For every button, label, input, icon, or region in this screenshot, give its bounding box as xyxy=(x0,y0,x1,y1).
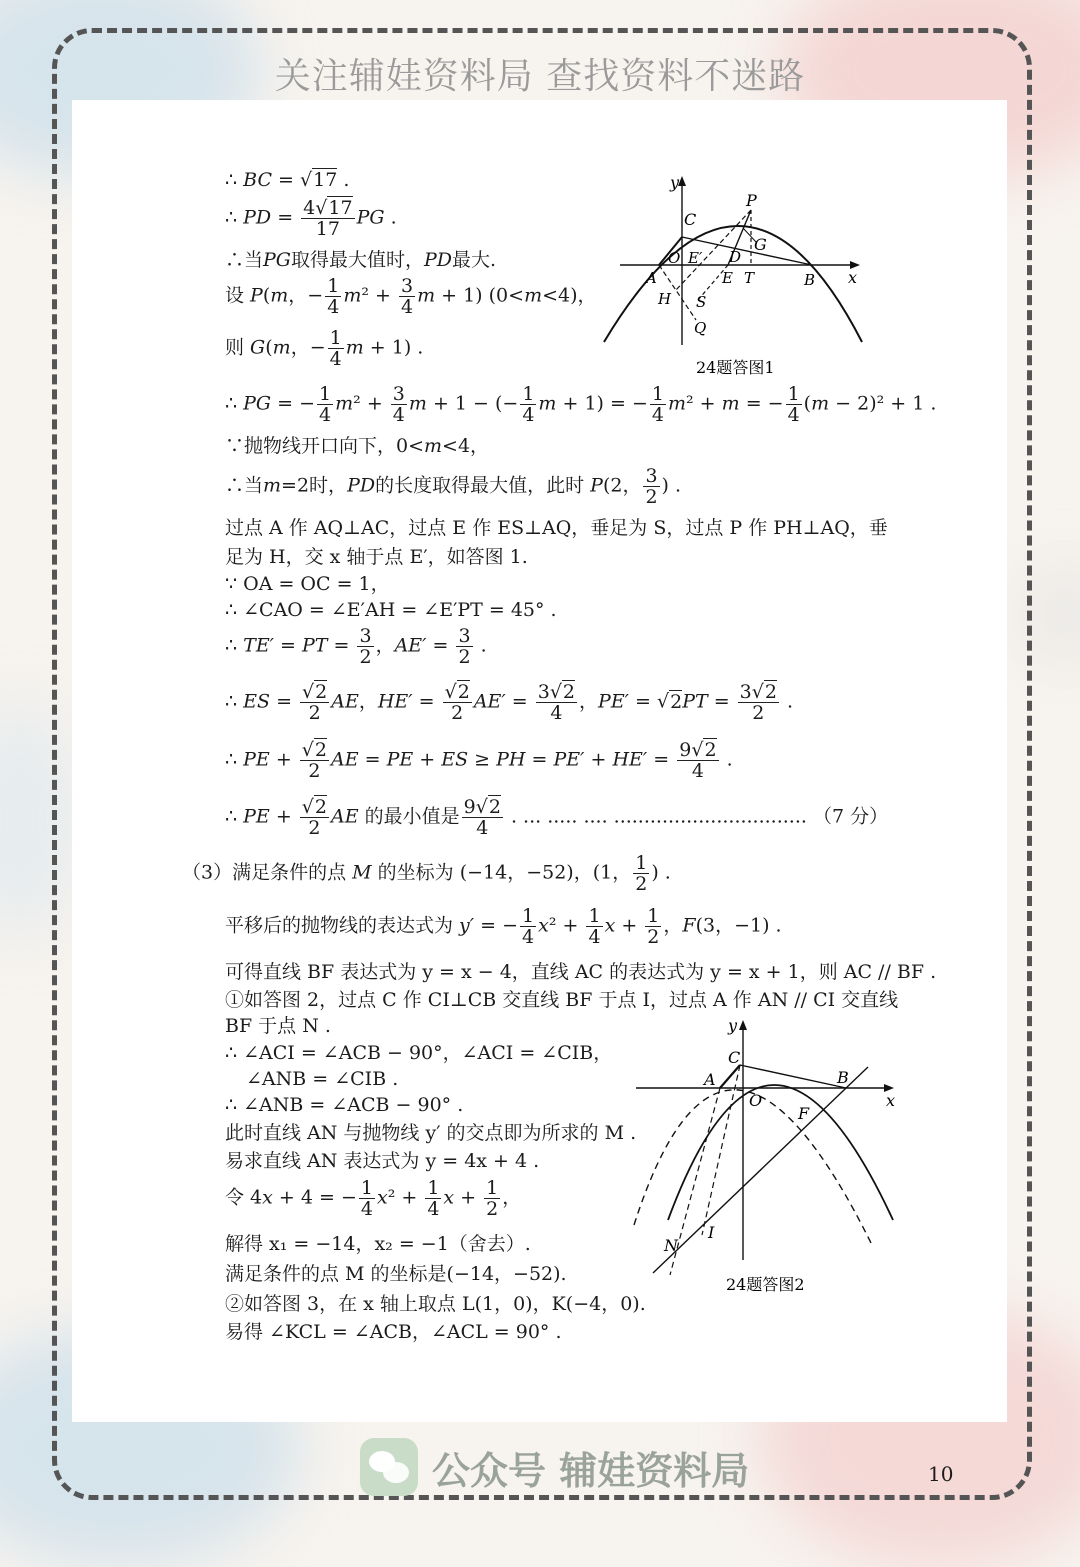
solution-line: ∴ PD = $\frac{4√17}{17}$ PG . xyxy=(225,197,397,240)
solution-line: 平移后的抛物线的表达式为 y′ = − $\frac{1}{4}$ x² + $\frac{1}{4}$ x + $\frac{1}{2}$ ，F(3，−1) . xyxy=(225,905,782,948)
footer-text: 公众号 辅娃资料局 xyxy=(432,1448,750,1493)
fig2-label: B xyxy=(837,1068,849,1087)
fig2-label: O xyxy=(749,1091,763,1110)
figure-1-diagram xyxy=(596,170,886,380)
fig2-caption: 24题答图2 xyxy=(726,1275,805,1294)
fig1-label: S xyxy=(696,293,707,311)
page-number: 10 xyxy=(928,1462,954,1486)
fig2-label: F xyxy=(798,1104,810,1123)
fig1-label: D xyxy=(729,248,742,266)
fig2-label: N xyxy=(664,1236,678,1255)
solution-line: ∴ TE′ = PT = $\frac{3}{2}$ ，AE′ = $\frac{3}{2}$ . xyxy=(225,625,487,668)
solution-line: ∴当PG取得最大值时，PD最大. xyxy=(225,249,497,271)
wechat-icon xyxy=(360,1438,418,1496)
fig1-label: E′ xyxy=(688,249,703,267)
figure-2-diagram xyxy=(628,1015,908,1300)
fig1-label: x xyxy=(848,268,858,287)
fig1-label: H xyxy=(658,290,672,308)
solution-line: ∴ PE + $\frac{√2}{2}$ AE = PE + ES ≥ PH = PE′ + HE′ = $\frac{9√2}{4}$ . xyxy=(225,739,733,782)
fig2-label: y xyxy=(728,1016,738,1035)
fig2-label: x xyxy=(886,1091,896,1110)
page-header: 关注辅娃资料局 查找资料不迷路 xyxy=(274,56,806,97)
solution-line: 满足条件的点 M 的坐标是(−14，−52). xyxy=(225,1263,567,1285)
fig2-label: I xyxy=(708,1223,715,1242)
fig1-label: B xyxy=(804,271,816,289)
solution-line: ∴ ∠ACI = ∠ACB − 90°，∠ACI = ∠CIB， xyxy=(225,1042,613,1064)
solution-line: ∴ ES = $\frac{√2}{2}$ AE，HE′ = $\frac{√2}{2}$ AE′ = $\frac{3√2}{4}$ ，PE′ = √2PT = $\frac{3√2}{2}$ . xyxy=(225,681,794,724)
fig1-label: Q xyxy=(694,319,707,337)
solution-line: 易求直线 AN 表达式为 y = 4x + 4 . xyxy=(225,1150,540,1172)
solution-line: 此时直线 AN 与抛物线 y′ 的交点即为所求的 M . xyxy=(225,1122,637,1144)
footer-brand xyxy=(360,1438,749,1496)
solution-paragraph: 过点 A 作 AQ⊥AC，过点 E 作 ES⊥AQ，垂足为 S，过点 P 作 PH⊥AQ，垂足为 H，交 x 轴于点 E′，如答图 1. xyxy=(225,517,888,568)
fig2-label: A xyxy=(704,1070,716,1089)
solution-line: 可得直线 BF 表达式为 y = x − 4，直线 AC 的表达式为 y = x + 1，则 AC // BF . xyxy=(225,961,937,983)
solution-line: ∴ BC = √17 . xyxy=(225,169,350,191)
solution-line: BF 于点 N . xyxy=(225,1015,331,1037)
solution-line: ∴ ∠CAO = ∠E′AH = ∠E′PT = 45° . xyxy=(225,599,557,621)
fig1-label: C xyxy=(684,210,697,229)
fig1-label: E xyxy=(722,269,733,287)
solution-line: ∴当m=2时，PD的长度取得最大值，此时 P(2， $\frac{3}{2}$ ) . xyxy=(225,465,682,508)
solution-line: ∵ OA = OC = 1， xyxy=(225,573,390,595)
solution-line: ∠ANB = ∠CIB . xyxy=(246,1068,399,1090)
solution-line: 设 P(m，− $\frac{1}{4}$ m² + $\frac{3}{4}$ m + 1) (0<m<4)， xyxy=(225,275,597,318)
solution-line: ①如答图 2，过点 C 作 CI⊥CB 交直线 BF 于点 I，过点 A 作 AN // CI 交直线 xyxy=(225,989,899,1011)
solution-line: 解得 x₁ = −14，x₂ = −1（舍去）. xyxy=(225,1233,531,1255)
fig1-label: P xyxy=(746,191,757,210)
solution-line: 令 4x + 4 = − $\frac{1}{4}$ x² + $\frac{1}{4}$ x + $\frac{1}{2}$ ， xyxy=(225,1177,522,1220)
solution-line: ∴ PE + $\frac{√2}{2}$ AE 的最小值是 $\frac{9√2}{4}$ . ... ..... .... ................................ （7 分） xyxy=(225,796,889,839)
solution-line: ②如答图 3，在 x 轴上取点 L(1，0)，K(−4，0). xyxy=(225,1293,646,1315)
fig2-label: C xyxy=(728,1048,741,1067)
fig1-label: G xyxy=(754,235,767,254)
fig1-label: y xyxy=(670,173,680,192)
solution-line: 则 G(m，− $\frac{1}{4}$ m + 1) . xyxy=(225,327,424,370)
solution-line: ∵抛物线开口向下，0<m<4， xyxy=(225,435,490,457)
fig1-caption: 24题答图1 xyxy=(696,358,775,377)
fig1-label: O xyxy=(668,249,681,267)
fig1-label: A xyxy=(646,269,657,287)
solution-line: ∴ ∠ANB = ∠ACB − 90° . xyxy=(225,1094,464,1116)
solution-line: ∴ PG = − $\frac{1}{4}$ m² + $\frac{3}{4}$ m + 1 − (− $\frac{1}{4}$ m + 1) = − $\frac{1}{4}$ m² + m = − $\frac{1}{4}$ (m − 2)² + 1 . xyxy=(225,383,937,426)
fig1-label: T xyxy=(744,269,755,287)
solution-line: 易得 ∠KCL = ∠ACB，∠ACL = 90° . xyxy=(225,1321,562,1343)
solution-line: （3）满足条件的点 M 的坐标为 (−14，−52)，(1， $\frac{1}{2}$ ) . xyxy=(182,852,671,895)
